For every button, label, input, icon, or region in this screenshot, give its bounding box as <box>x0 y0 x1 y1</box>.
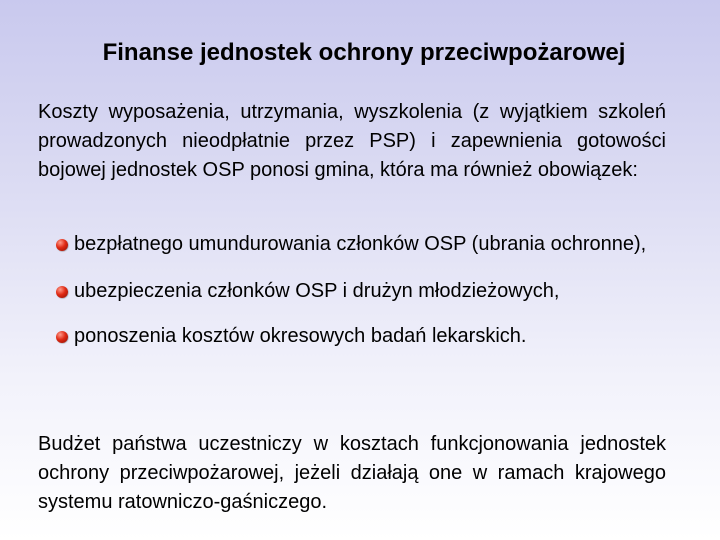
red-sphere-bullet-icon <box>56 286 68 298</box>
bullet-list <box>55 230 666 351</box>
red-sphere-bullet-icon <box>56 239 68 251</box>
bullet-text: ponoszenia kosztów okresowych badań lekarskich. <box>74 325 527 347</box>
bullet-item <box>55 230 666 259</box>
bullet-item <box>55 277 666 306</box>
bullet-text: ubezpieczenia członków OSP i drużyn młodzieżowych, <box>74 280 560 302</box>
bullet-item <box>55 322 666 351</box>
bullet-text: bezpłatnego umundurowania członków OSP (ubrania ochronne), <box>74 233 647 255</box>
red-sphere-bullet-icon <box>56 331 68 343</box>
slide-title: Finanse jednostek ochrony przeciwpożarowej <box>102 39 626 66</box>
closing-paragraph: Budżet państwa uczestniczy w kosztach funkcjonowania jednostek ochrony przeciwpożarowej, jeżeli działają one w ramach krajowego systemu ratowniczo-gaśniczego. <box>38 433 666 513</box>
intro-paragraph: Koszty wyposażenia, utrzymania, wyszkolenia (z wyjątkiem szkoleń prowadzonych nieodpłatnie przez PSP) i zapewnienia gotowości bojowej jednostek OSP ponosi gmina, która ma również obowiązek: <box>38 101 666 181</box>
